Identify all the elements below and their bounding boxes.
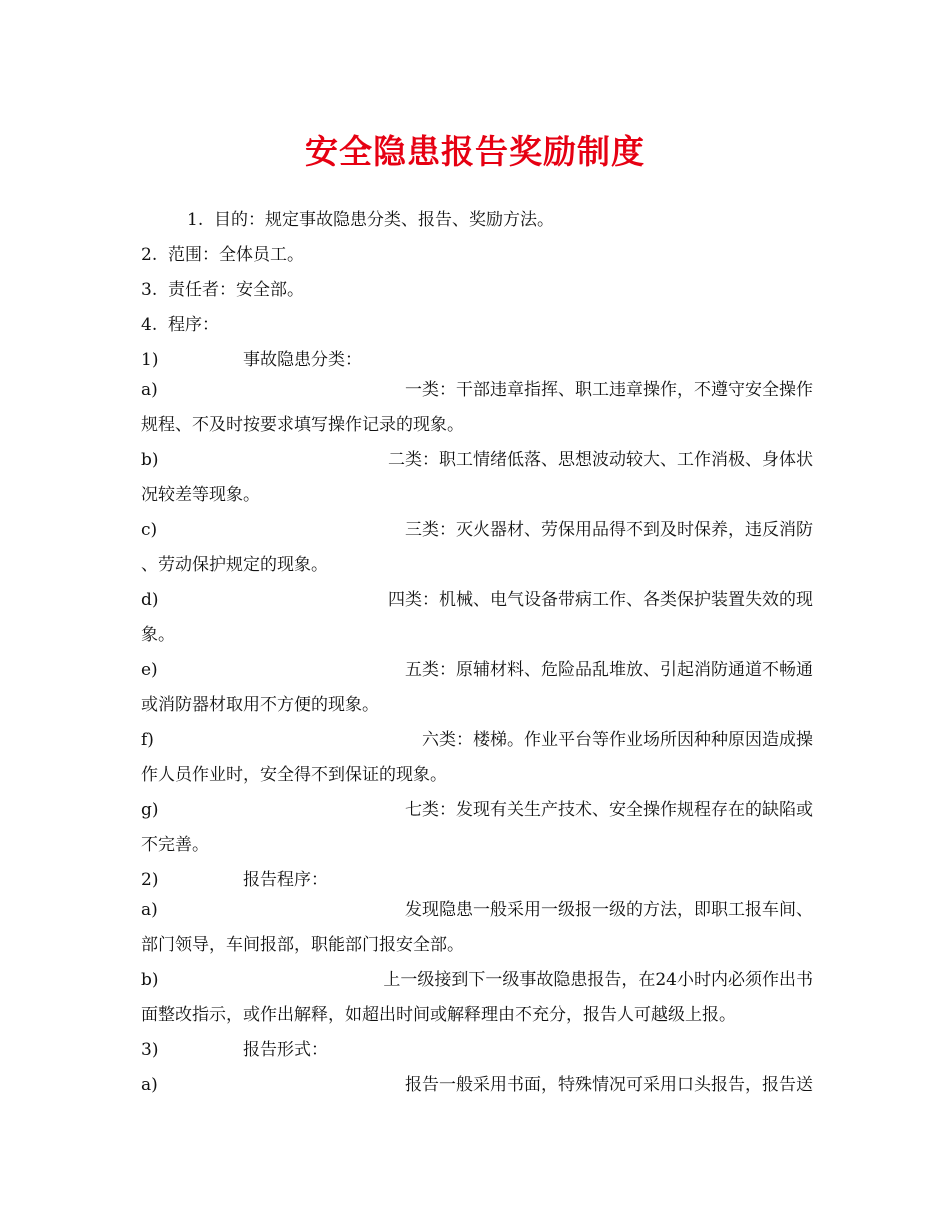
subsection-marker: 3) bbox=[141, 1040, 159, 1060]
item-marker: d) bbox=[141, 590, 159, 610]
section-number: 4. bbox=[141, 315, 158, 335]
item-continuation: 或消防器材取用不方便的现象。 bbox=[141, 695, 379, 715]
item-text: 七类：发现有关生产技术、安全操作规程存在的缺陷或 bbox=[405, 800, 813, 820]
section-line bbox=[187, 210, 554, 230]
item-continuation: 面整改指示，或作出解释，如超出时间或解释理由不充分，报告人可越级上报。 bbox=[141, 1005, 736, 1025]
item-text: 二类：职工情绪低落、思想波动较大、工作消极、身体状 bbox=[388, 450, 813, 470]
item-continuation: 部门领导，车间报部，职能部门报安全部。 bbox=[141, 935, 464, 955]
section-text: 范围：全体员工。 bbox=[168, 245, 305, 265]
item-text: 三类：灭火器材、劳保用品得不到及时保养，违反消防 bbox=[405, 520, 813, 540]
section-text: 责任者：安全部。 bbox=[168, 280, 305, 300]
subsection-marker: 1) bbox=[141, 350, 159, 370]
section-number: 1. bbox=[187, 210, 204, 230]
item-continuation: 、劳动保护规定的现象。 bbox=[141, 555, 328, 575]
item-continuation: 况较差等现象。 bbox=[141, 485, 260, 505]
subsection-heading: 报告形式： bbox=[243, 1040, 328, 1060]
section-number: 2. bbox=[141, 245, 158, 265]
item-marker: a) bbox=[141, 1075, 158, 1095]
item-text: 发现隐患一般采用一级报一级的方法，即职工报车间、 bbox=[405, 900, 813, 920]
item-text: 六类：楼梯。作业平台等作业场所因种种原因造成操 bbox=[422, 730, 813, 750]
section-text: 程序： bbox=[168, 315, 220, 335]
item-text: 上一级接到下一级事故隐患报告，在24小时内必须作出书 bbox=[383, 970, 813, 990]
list-item bbox=[141, 450, 813, 470]
list-item bbox=[141, 970, 813, 990]
section-line bbox=[141, 280, 304, 300]
list-item bbox=[141, 590, 813, 610]
section-number: 3. bbox=[141, 280, 158, 300]
item-marker: e) bbox=[141, 660, 158, 680]
item-continuation: 不完善。 bbox=[141, 835, 209, 855]
list-item bbox=[141, 380, 813, 400]
item-marker: a) bbox=[141, 900, 158, 920]
section-line bbox=[141, 245, 304, 265]
item-continuation: 象。 bbox=[141, 625, 175, 645]
item-continuation: 作人员作业时，安全得不到保证的现象。 bbox=[141, 765, 447, 785]
item-marker: g) bbox=[141, 800, 159, 820]
list-item bbox=[141, 900, 813, 920]
list-item bbox=[141, 730, 813, 750]
list-item bbox=[141, 1075, 813, 1095]
item-marker: a) bbox=[141, 380, 158, 400]
item-marker: b) bbox=[141, 450, 159, 470]
section-text: 目的：规定事故隐患分类、报告、奖励方法。 bbox=[214, 210, 555, 230]
subsection-heading: 报告程序： bbox=[243, 870, 328, 890]
item-marker: c) bbox=[141, 520, 158, 540]
section-line bbox=[141, 315, 219, 335]
item-marker: f) bbox=[141, 730, 154, 750]
subsection-marker: 2) bbox=[141, 870, 159, 890]
item-continuation: 规程、不及时按要求填写操作记录的现象。 bbox=[141, 415, 464, 435]
list-item bbox=[141, 520, 813, 540]
list-item bbox=[141, 660, 813, 680]
item-text: 一类：干部违章指挥、职工违章操作，不遵守安全操作 bbox=[405, 380, 813, 400]
subsection-heading: 事故隐患分类： bbox=[243, 350, 362, 370]
item-text: 五类：原辅材料、危险品乱堆放、引起消防通道不畅通 bbox=[405, 660, 813, 680]
item-marker: b) bbox=[141, 970, 159, 990]
item-text: 报告一般采用书面，特殊情况可采用口头报告，报告送 bbox=[405, 1075, 813, 1095]
item-text: 四类：机械、电气设备带病工作、各类保护装置失效的现 bbox=[388, 590, 813, 610]
list-item bbox=[141, 800, 813, 820]
document-title: 安全隐患报告奖励制度 bbox=[305, 132, 645, 171]
